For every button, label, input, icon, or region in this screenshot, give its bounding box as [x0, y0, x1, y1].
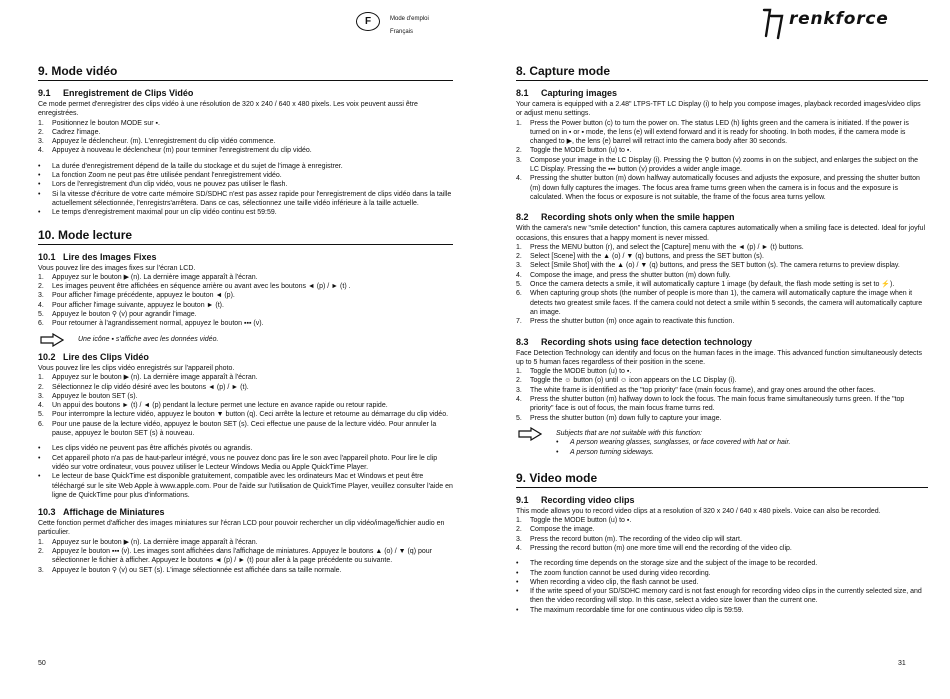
- list-item: 6. Pour retourner à l'agrandissement normal, appuyez le bouton ▪▪▪ (v).: [38, 320, 264, 328]
- list-item: 4. Compose the image, and press the shutter button (m) down fully.: [516, 271, 731, 279]
- numbered-list: [38, 373, 453, 438]
- list-item: 1. Toggle the MODE button (u) to ▪.: [516, 368, 632, 376]
- list-item: 3. The white frame is identified as the "top priority" face (main focus frame), and gray ones around the other faces.: [516, 386, 876, 394]
- list-item: 4. Un appui des boutons ► (t) / ◄ (p) pendant la lecture permet une lecture en avance rapide ou retour rapide.: [38, 402, 388, 410]
- list-item: • Cet appareil photo n'a pas de haut-parleur intégré, vous ne pouvez donc pas lire le son avec l'appareil photo. Pour lire le clip vidéo sur votre ordinateur, vous pouvez utiliser le Lecteur Windows Media ou Apple QuickTime Player.: [38, 454, 438, 471]
- subsection-title: 8.2 Recording shots only when the smile happen: [516, 212, 735, 223]
- list-item: • A person turning sideways.: [556, 448, 654, 456]
- list-item: 1. Appuyez sur le bouton ▶ (n). La dernière image apparaît à l'écran.: [38, 374, 258, 382]
- right-page: [516, 62, 928, 615]
- note-block: [38, 335, 453, 344]
- list-item: • La fonction Zoom ne peut pas être utilisée pendant l'enregistrement vidéo.: [38, 172, 282, 180]
- list-item: • When recording a video clip, the flash cannot be used.: [516, 578, 699, 586]
- list-item: 3. Appuyez le déclencheur. (m). L'enregistrement du clip vidéo commence.: [38, 138, 276, 146]
- brand-name: renkforce: [789, 9, 889, 29]
- section-title-playback-fr: 10. Mode lecture: [38, 228, 453, 245]
- section-title-video-mode: 9. Video mode: [516, 471, 928, 488]
- list-item: 2. Sélectionnez le clip vidéo désiré avec les boutons ◄ (p) / ► (t).: [38, 383, 249, 391]
- paragraph: Cette fonction permet d'afficher des images miniatures sur l'écran LCD pour pouvoir rechercher un clip vidéo/image/fichier audio en particulier.: [38, 520, 445, 537]
- subsection-title: 8.1 Capturing images: [516, 88, 618, 98]
- list-item: • If the write speed of your SD/SDHC memory card is not fast enough for recording video clips in the currently selected size, and then the video recording will stop. In this case, select a video size lower than the current one.: [516, 588, 922, 605]
- numbered-list: [38, 119, 453, 156]
- list-item: 1. Press the MENU button (r), and select the [Capture] menu with the ◄ (p) / ► (t) buttons.: [516, 243, 804, 251]
- list-item: 3. Press the record button (m). The recording of the video clip will start.: [516, 535, 742, 543]
- left-page: [38, 62, 453, 575]
- list-item: 6. When capturing group shots (the number of people is more than 1), the camera will automatically capture the image when it detects two greatest smile faces. If the camera could not detect a smile within 5 seconds, the camera will automatically capture an image.: [516, 290, 923, 316]
- list-item: 3. Select [Smile Shot] with the ▲ (o) / ▼ (q) buttons, and press the SET button (s). The camera returns to preview display.: [516, 262, 900, 270]
- paragraph: Vous pouvez lire les clips vidéo enregistrés sur l'appareil photo.: [38, 364, 235, 372]
- list-item: • Lors de l'enregistrement d'un clip vidéo, vous ne pouvez pas utiliser le flash.: [38, 181, 288, 189]
- paragraph: With the camera's new "smile detection" function, this camera captures automatically when a smiling face is detected. Ideal for joyful occasions, this ensures that a happy moment is never missed.: [516, 225, 925, 242]
- list-item: 4. Pour afficher l'image suivante, appuyez le bouton ► (t).: [38, 301, 224, 309]
- language-label: Français: [390, 29, 414, 35]
- list-item: 2. Les images peuvent être affichées en séquence arrière ou avant avec les boutons ◄ (p) / ► (t) .: [38, 283, 351, 291]
- subsection-title: 9.1 Recording video clips: [516, 494, 635, 505]
- subsection-title: 9.1 Enregistrement de Clips Vidéo: [38, 88, 194, 98]
- list-item: 5. Once the camera detects a smile, it will automatically capture 1 image (by default, the flash mode setting is set to ⚡).: [516, 281, 895, 289]
- bullet-list: [38, 444, 453, 500]
- list-item: 5. Pour interrompre la lecture vidéo, appuyez le bouton ▼ button (q). Ceci arrête la lecture et retourne au démarrage du clip vidéo.: [38, 411, 449, 419]
- list-item: 4. Pressing the record button (m) one more time will end the recording of the video clip.: [516, 544, 792, 552]
- paragraph: Vous pouvez lire des images fixes sur l'écran LCD.: [38, 264, 196, 272]
- paragraph: This mode allows you to record video clips at a resolution of 320 x 240 / 640 x 480 pixels. Voice can also be recorded.: [516, 507, 881, 515]
- list-item: 2. Toggle the ☺ button (o) until ☺ icon appears on the LC Display (i).: [516, 377, 737, 385]
- list-item: 2. Cadrez l'image.: [38, 128, 101, 136]
- list-item: • La durée d'enregistrement dépend de la taille du stockage et du sujet de l'image à enregistrer.: [38, 162, 343, 170]
- list-item: 1. Positionnez le bouton MODE sur ▪.: [38, 119, 160, 127]
- list-item: 3. Pour afficher l'image précédente, appuyez le bouton ◄ (p).: [38, 292, 235, 300]
- list-item: • Le temps d'enregistrement maximal pour un clip vidéo continu est 59:59.: [38, 209, 277, 217]
- subsection-title: 10.2 Lire des Clips Vidéo: [38, 351, 149, 362]
- pointing-hand-icon: [40, 333, 64, 347]
- list-item: • Le lecteur de base QuickTime est disponible gratuitement, compatible avec les ordinateurs Mac et Windows et peut être téléchargé sur le site Web Apple à www.apple.com. Pour de l'aide sur l'utilisation de QuickTime Player, veuillez consulter l'aide en ligne de QuickTime pour plus d'informations.: [38, 473, 453, 499]
- paragraph: Ce mode permet d'enregistrer des clips vidéo à une résolution de 320 x 240 / 640 x 480 pixels. Les voix peuvent aussi être enregistrées.: [38, 101, 418, 118]
- bullet-list: [38, 162, 453, 218]
- note-text: Une icône ▪ s'affiche avec les données vidéo.: [78, 335, 219, 343]
- numbered-list: [516, 367, 928, 423]
- list-item: 1. Toggle the MODE button (u) to ▪.: [516, 517, 632, 525]
- list-item: • The recording time depends on the storage size and the subject of the image to be recorded.: [516, 560, 818, 568]
- bullet-list: [516, 559, 928, 615]
- list-item: • The maximum recordable time for one continuous video clip is 59:59.: [516, 606, 744, 614]
- paragraph: Your camera is equipped with a 2.48" LTPS-TFT LC Display (i) to help you compose images, playback recorded images/video clips or adjust menu settings.: [516, 101, 921, 118]
- list-item: 1. Appuyez sur le bouton ▶ (n). La dernière image apparaît à l'écran.: [38, 538, 258, 546]
- numbered-list: [516, 119, 928, 203]
- note-block: [516, 429, 928, 457]
- page-number-left: 50: [38, 660, 46, 667]
- section-title-video-mode-fr: 9. Mode vidéo: [38, 64, 453, 81]
- language-flag-badge: F: [356, 12, 380, 31]
- numbered-list: [38, 538, 453, 575]
- section-title-capture-mode: 8. Capture mode: [516, 64, 928, 81]
- list-item: 4. Appuyez à nouveau le déclencheur (m) pour terminer l'enregistrement du clip vidéo.: [38, 147, 312, 155]
- list-item: • The zoom function cannot be used during video recording.: [516, 569, 711, 577]
- manual-label: Mode d'emploi: [390, 16, 429, 22]
- list-item: 2. Compose the image.: [516, 526, 595, 534]
- list-item: 3. Appuyez le bouton ⚲ (v) ou SET (s). L'image sélectionnée est affichée dans sa taille normale.: [38, 566, 342, 574]
- list-item: 3. Compose your image in the LC Display (i). Pressing the ⚲ button (v) zooms in on the subject, and enlarges the subject on the LC Display. Pressing the ▪▪▪ button (v) provides a wider angle image.: [516, 156, 918, 174]
- page-number-right: 31: [898, 660, 906, 667]
- numbered-list: [516, 243, 928, 327]
- numbered-list: [516, 516, 928, 553]
- list-item: 4. Pressing the shutter button (m) down halfway automatically focuses and adjusts the exposure, and pressing the shutter button (m) down fully captures the images. The focus area frame turns green when the camera is in focus and the exposure is calculated. When the focus or exposure is not suitable, the frame of the focus area turns yellow.: [516, 175, 920, 201]
- list-item: 5. Appuyez le bouton ⚲ (v) pour agrandir l'image.: [38, 311, 197, 319]
- list-item: 5. Press the shutter button (m) down fully to capture your image.: [516, 414, 722, 422]
- subsection-title: 10.3 Affichage de Miniatures: [38, 507, 165, 518]
- pointing-hand-icon: [518, 427, 542, 441]
- subsection-title: 10.1 Lire des Images Fixes: [38, 251, 157, 262]
- list-item: 2. Select [Scene] with the ▲ (o) / ▼ (q) buttons, and press the SET button (s).: [516, 253, 764, 261]
- list-item: • Les clips vidéo ne peuvent pas être affichés pivotés ou agrandis.: [38, 445, 253, 453]
- subsection-title: 8.3 Recording shots using face detection technology: [516, 336, 753, 347]
- list-item: 4. Press the shutter button (m) halfway down to lock the focus. The main focus frame simultaneously turns green. If the "top priority" face is out of focus, the main focus frame turns red.: [516, 396, 905, 413]
- list-item: 1. Appuyez sur le bouton ▶ (n). La dernière image apparaît à l'écran.: [38, 273, 258, 281]
- numbered-list: [38, 273, 453, 329]
- list-item: 1. Press the Power button (c) to turn the power on. The status LED (h) lights green and the camera is initiated. If the power is turned on in ▪ or ▪ mode, the lens (e) will extend forward and it is ready for shooting. In both modes, if the camera mode is changed to ▶, the lens (e) barrel will retract into the camera body after 30 seconds.: [516, 119, 909, 146]
- list-item: • Si la vitesse d'écriture de votre carte mémoire SD/SDHC n'est pas assez rapide pour l'enregistrement de clips vidéo dans la taille actuellement sélectionnée, l'enregistrs'arrêtera. Dans ce cas, sélectionnez une taille vidéo inférieure à la taille actuelle.: [38, 190, 452, 207]
- list-item: 2. Toggle the MODE button (u) to ▪.: [516, 147, 632, 155]
- list-item: 2. Appuyez le bouton ▪▪▪ (v). Les images sont affichées dans l'affichage de miniatures. Appuyez le boutons ▲ (o) / ▼ (q) pour sélectionner le fichier à afficher. Appuyez le boutons ◄ (p) / ► (t) pour aller à la page précédente ou suivante.: [38, 547, 432, 565]
- list-item: 3. Appuyez le bouton SET (s).: [38, 392, 138, 400]
- list-item: • A person wearing glasses, sunglasses, or face covered with hat or hair.: [556, 439, 791, 447]
- list-item: 7. Press the shutter button (m) once again to reactivate this function.: [516, 318, 735, 326]
- language-flag-text: [390, 13, 429, 39]
- list-item: 6. Pour une pause de la lecture vidéo, appuyez le bouton SET (s). Ceci effectue une pause de la lecture vidéo. Pour annuler la pause, appuyez le bouton SET (s) à nouveau.: [38, 420, 437, 438]
- paragraph: Face Detection Technology can identify and focus on the human faces in the image. This advanced function simultaneously detects up to 5 human faces regardless of their position in the scene.: [516, 349, 922, 366]
- note-title: Subjects that are not suitable with this function:: [556, 429, 702, 437]
